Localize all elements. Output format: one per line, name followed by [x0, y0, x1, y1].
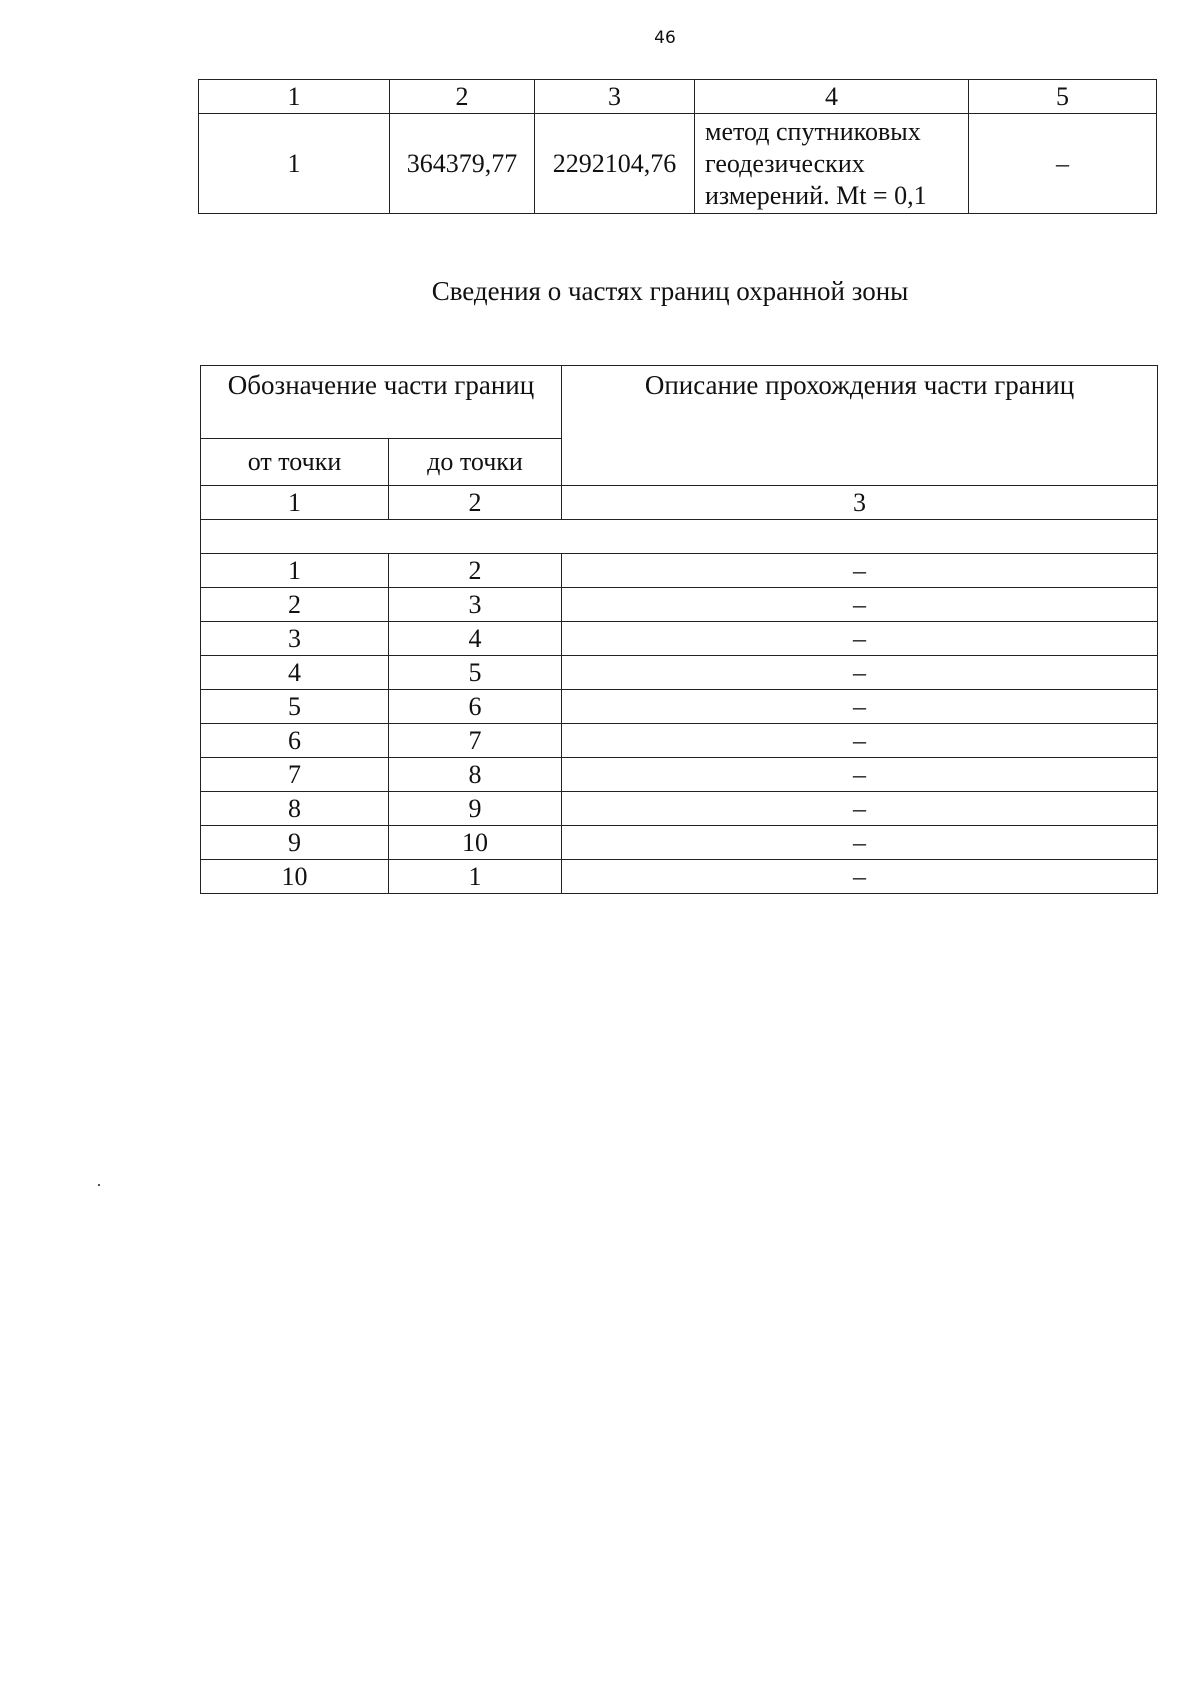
method-line: измерений. Mt = 0,1 [705, 180, 927, 210]
column-numbers-row [201, 486, 1158, 520]
column-number: 5 [969, 80, 1157, 114]
table-row [201, 826, 1158, 860]
description-cell: – [562, 826, 1158, 860]
table-header-row [201, 366, 1158, 439]
table-row [201, 792, 1158, 826]
note-cell: – [969, 114, 1157, 214]
column-number: 3 [562, 486, 1158, 520]
empty-row [201, 520, 1158, 554]
column-number: 3 [535, 80, 695, 114]
section-title: Сведения о частях границ охранной зоны [431, 276, 909, 306]
coordinate-x: 364379,77 [390, 114, 535, 214]
measurement-method [695, 114, 969, 214]
to-point-cell: 8 [389, 758, 562, 792]
description-cell: – [562, 792, 1158, 826]
table-row [201, 554, 1158, 588]
description-cell: – [562, 724, 1158, 758]
to-point-cell: 6 [389, 690, 562, 724]
table-row [201, 860, 1158, 894]
description-cell: – [562, 758, 1158, 792]
header-to-point: до точки [389, 439, 562, 486]
to-point-cell: 2 [389, 554, 562, 588]
coordinate-y: 2292104,76 [535, 114, 695, 214]
table-row [201, 724, 1158, 758]
table-row [201, 588, 1158, 622]
page-number: 46 [654, 28, 676, 48]
table-row [199, 114, 1157, 214]
table-row [201, 656, 1158, 690]
column-number: 1 [201, 486, 389, 520]
column-number: 4 [695, 80, 969, 114]
method-line: метод спутниковых [705, 116, 921, 146]
method-line: геодезических [705, 148, 865, 178]
table-header-row [199, 80, 1157, 114]
to-point-cell: 3 [389, 588, 562, 622]
empty-cell [201, 520, 1158, 554]
scan-artifact [98, 1184, 100, 1186]
coordinates-table [198, 79, 1157, 214]
from-point-cell: 7 [201, 758, 389, 792]
to-point-cell: 10 [389, 826, 562, 860]
from-point-cell: 10 [201, 860, 389, 894]
from-point-cell: 1 [201, 554, 389, 588]
to-point-cell: 1 [389, 860, 562, 894]
from-point-cell: 5 [201, 690, 389, 724]
description-cell: – [562, 622, 1158, 656]
description-cell: – [562, 690, 1158, 724]
from-point-cell: 8 [201, 792, 389, 826]
column-number: 1 [199, 80, 390, 114]
column-number: 2 [389, 486, 562, 520]
to-point-cell: 4 [389, 622, 562, 656]
from-point-cell: 9 [201, 826, 389, 860]
boundary-parts-table [200, 365, 1158, 894]
description-cell: – [562, 656, 1158, 690]
description-cell: – [562, 588, 1158, 622]
from-point-cell: 4 [201, 656, 389, 690]
table-row [201, 758, 1158, 792]
column-number: 2 [390, 80, 535, 114]
description-cell: – [562, 554, 1158, 588]
table-row [201, 622, 1158, 656]
to-point-cell: 9 [389, 792, 562, 826]
header-designation: Обозначение части границ [201, 366, 562, 439]
from-point-cell: 3 [201, 622, 389, 656]
point-number: 1 [199, 114, 390, 214]
from-point-cell: 6 [201, 724, 389, 758]
header-description: Описание прохождения части границ [562, 366, 1158, 486]
table-row [201, 690, 1158, 724]
description-cell: – [562, 860, 1158, 894]
header-from-point: от точки [201, 439, 389, 486]
to-point-cell: 7 [389, 724, 562, 758]
to-point-cell: 5 [389, 656, 562, 690]
from-point-cell: 2 [201, 588, 389, 622]
